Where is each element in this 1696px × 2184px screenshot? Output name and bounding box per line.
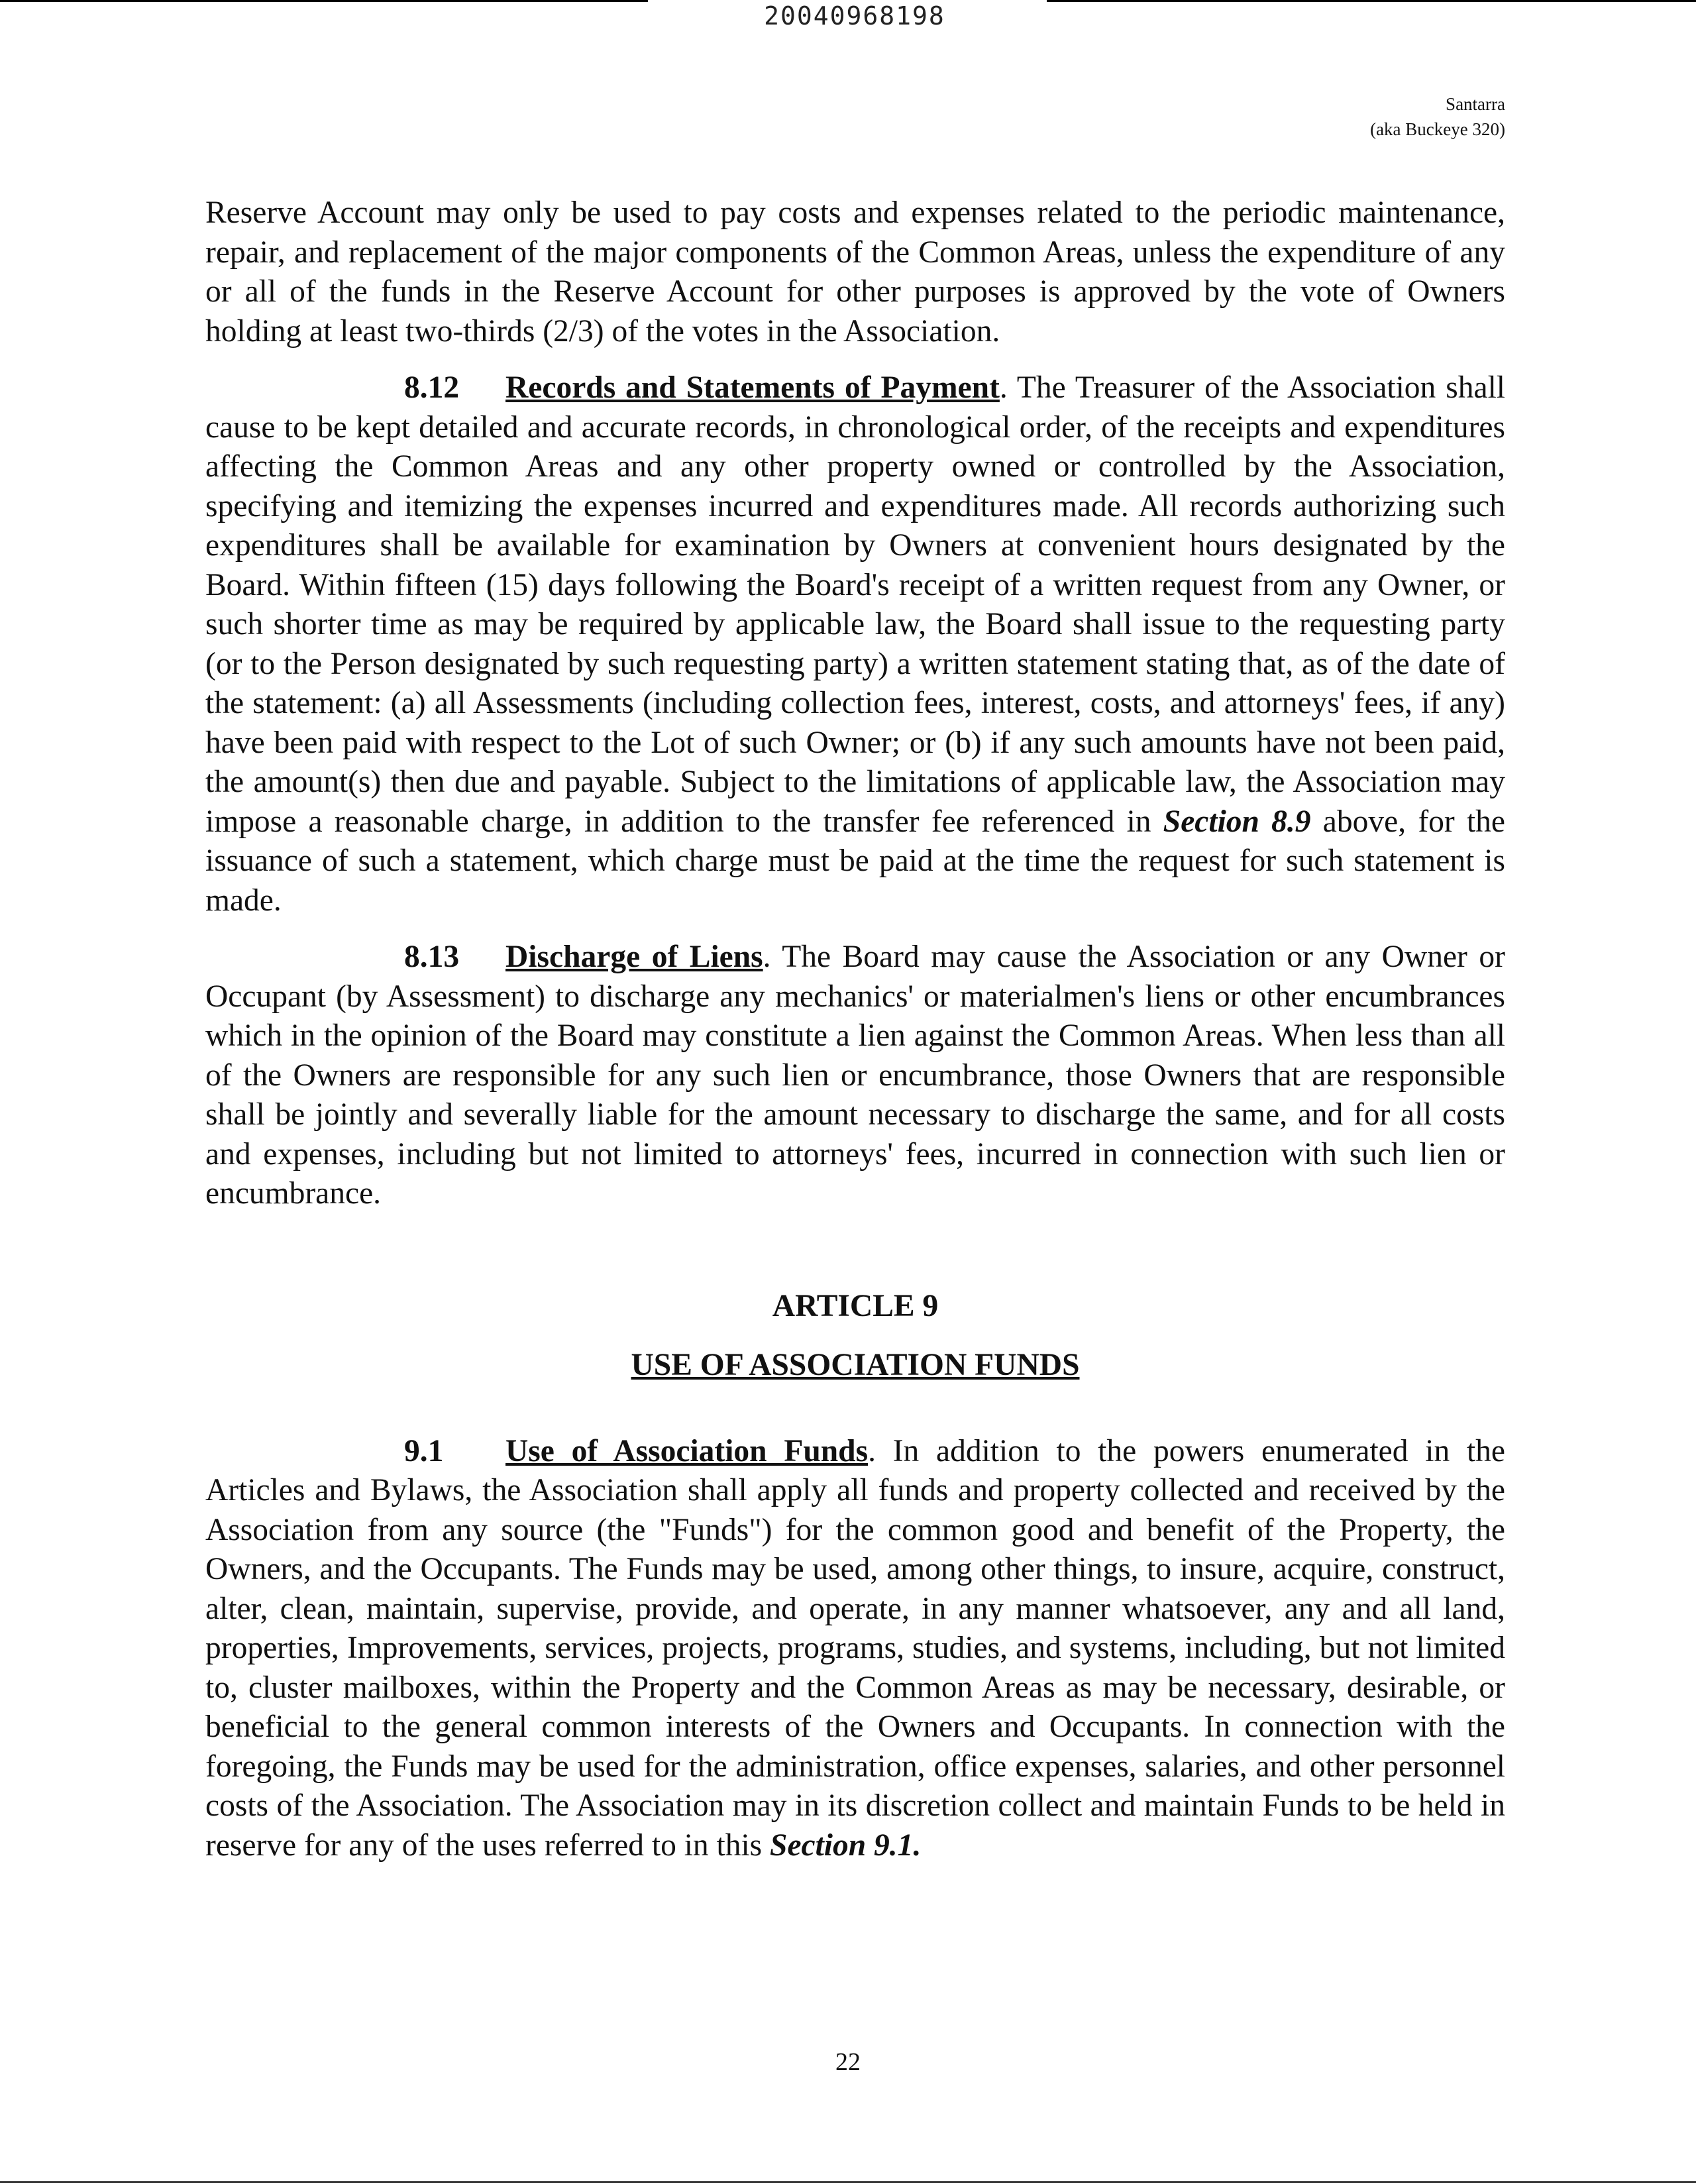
article-number: ARTICLE 9 <box>772 1288 939 1323</box>
section-number: 9.1 <box>404 1433 444 1468</box>
bottom-rule <box>0 2181 1696 2183</box>
intro-paragraph: Reserve Account may only be used to pay costs and expenses related to the periodic maintenance, repair, and replacement of the major components of the Common Areas, unless the expenditure of any or all of the funds in the Reserve Account for other purposes is approved by the vote of Owners holding at least two-thirds (2/3) of the votes in the Association. <box>205 195 1505 349</box>
document-stamp-number: 20040968198 <box>764 1 945 30</box>
section-title: Records and Statements of Payment <box>505 370 1000 405</box>
header-title: Santarra <box>1446 94 1505 114</box>
section-end-punctuation: . <box>913 1828 922 1863</box>
section-text: . In addition to the powers enumerated in the Articles and Bylaws, the Association shall apply all funds and property collected and received by the Association from any source (the "Funds") for the common good and benefit of the Property, the Owners, and the Occupants. The Funds may be used, among other things, to insure, acquire, construct, alter, clean, maintain, supervise, provide, and operate, in any manner whatsoever, any and all land, properties, Improvements, services, projects, programs, studies, and systems, including, but not limited to, cluster mailboxes, within the Property and the Common Areas as may be necessary, desirable, or beneficial to the general common interests of the Owners and Occupants. In connection with the foregoing, the Funds may be used for the administration, office expenses, salaries, and other personnel costs of the Association. The Association may in its discretion collect and maintain Funds to be held in reserve for any of the uses referred to in this <box>205 1433 1505 1863</box>
section-title: Discharge of Liens <box>505 940 763 974</box>
top-rule-left <box>0 0 648 2</box>
section-9-1 <box>205 1432 1505 1866</box>
page-number: 22 <box>835 2048 861 2076</box>
section-text-continued: above, for the issuance of such a statement, which charge must be paid at the time the request for such statement is made. <box>205 804 1505 918</box>
section-8-13 <box>205 938 1505 1214</box>
section-reference: Section 9.1 <box>770 1828 914 1863</box>
article-title: USE OF ASSOCIATION FUNDS <box>631 1348 1080 1382</box>
document-body <box>205 193 1505 1865</box>
page-header <box>1370 91 1505 142</box>
top-rule-right <box>1047 0 1696 2</box>
section-number: 8.13 <box>404 940 460 974</box>
section-text: . The Treasurer of the Association shall cause to be kept detailed and accurate records, in chronological order, of the receipts and expenditures affecting the Common Areas and any other property owned or controlled by the Association, specifying and itemizing the expenses incurred and expenditures made. All records authorizing such expenditures shall be available for examination by Owners at convenient hours designated by the Board. Within fifteen (15) days following the Board's receipt of a written request from any Owner, or such shorter time as may be required by applicable law, the Board shall issue to the requesting party (or to the Person designated by such requesting party) a written statement stating that, as of the date of the statement: (a) all Assessments (including collection fees, interest, costs, and attorneys' fees, if any) have been paid with respect to the Lot of such Owner; or (b) if any such amounts have not been paid, the amount(s) then due and payable. Subject to the limitations of applicable law, the Association may impose a reasonable charge, in addition to the transfer fee referenced in <box>205 370 1505 839</box>
header-subtitle: (aka Buckeye 320) <box>1370 119 1505 139</box>
section-number: 8.12 <box>404 370 460 405</box>
section-text: . The Board may cause the Association or any Owner or Occupant (by Assessment) to discharge any mechanics' or materialmen's liens or other encumbrances which in the opinion of the Board may constitute a lien against the Common Areas. When less than all of the Owners are responsible for any such lien or encumbrance, those Owners that are responsible shall be jointly and severally liable for the amount necessary to discharge the same, and for all costs and expenses, including but not limited to attorneys' fees, incurred in connection with such lien or encumbrance. <box>205 940 1505 1211</box>
section-title: Use of Association Funds <box>505 1433 869 1468</box>
section-reference: Section 8.9 <box>1163 804 1311 839</box>
section-8-12 <box>205 368 1505 920</box>
